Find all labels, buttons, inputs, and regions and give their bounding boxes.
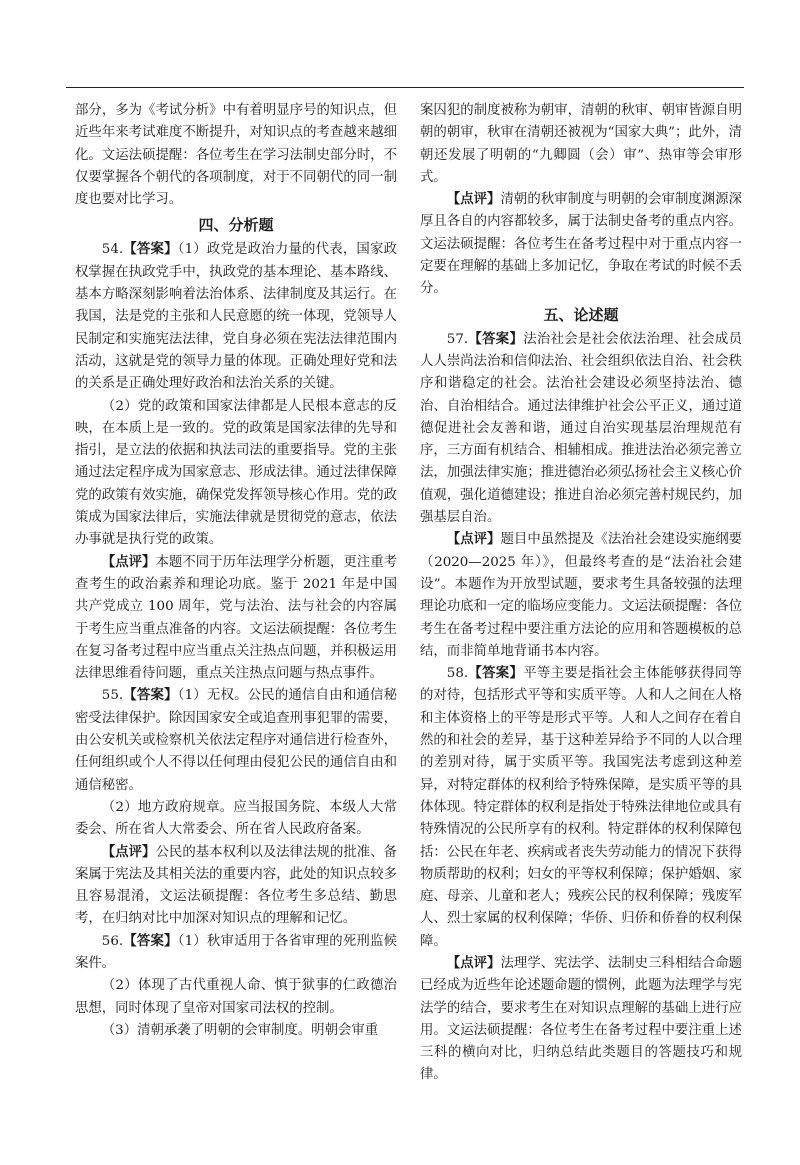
q58-comment-tag: 【点评】: [446, 955, 501, 971]
q54-number: 54.: [101, 242, 124, 258]
left-column: [75, 100, 397, 1042]
q54-answer-tag: 【答案】: [123, 242, 178, 258]
q55-answer-text-1: （1）无权。公民的通信自由和通信秘密受法律保护。除因国家安全或追查刑事犯罪的需要，由公安机关或检察机关依法定程序对通信进行检查外，任何组织或个人不得以任何理由侵犯公民的通信自由和通信秘密。: [75, 688, 397, 793]
q55-comment-text: 公民的基本权利以及法律法规的批准、备案属于宪法及其相关法的重要内容，此处的知识点较多且容易混淆，文运法硕提醒：各位考生多总结、勤思考，在归纳对比中加深对知识点的理解和记忆。: [75, 844, 398, 927]
q54-comment-text: 本题不同于历年法理学分析题，更注重考查考生的政治素养和理论功底。鉴于 2021 年是中国共产党成立 100 周年，党与法治、法与社会的内容属于考生应当重点准备的内容。文运法硕提醒：各位考生在复习备考过程中应当重点关注热点问题，并积极运用法律思维看待问题，重点关注热点问题与热点事件。: [75, 554, 398, 682]
q55-answer-tag: 【答案】: [123, 688, 178, 704]
right-column: [420, 100, 742, 1087]
q55-answer-1: [75, 685, 397, 796]
q58-comment-text: 法理学、宪法学、法制史三科相结合命题已经成为近些年论述题命题的惯例，此题为法理学与宪法学的结合，要求考生在对知识点理解的基础上进行应用。文运法硕提醒：各位考生在备考过程中要注重上述三科的横向对比，归纳总结此类题目的答题技巧和规律。: [420, 955, 743, 1083]
q57-answer: [420, 329, 742, 530]
q57-comment: [420, 529, 742, 663]
q58-answer-tag: 【答案】: [468, 666, 524, 682]
q56-answer-text-1: （1）秋审适用于各省审理的死刑监候案件。: [75, 933, 397, 971]
q58-answer-text: 平等主要是指社会主体能够获得同等的对待，包括形式平等和实质平等。人和人之间在人格和主体资格上的平等是形式平等。人和人之间存在着自然的和社会的差异，基于这种差异给予不同的人以合理的差别对待，属于实质平等。我国宪法考虑到这种差异，对特定群体的权利给予特殊保障，是实质平等的具体体现。特定群体的权利是指处于特殊法律地位或具有特殊情况的公民所享有的权利。特定群体的权利保障包括：公民在年老、疾病或者丧失劳动能力的情况下获得物质帮助的权利；妇女的平等权利保障；保护婚姻、家庭、母亲、儿童和老人；残疾公民的权利保障；残废军人、烈士家属的权利保障；华侨、归侨和侨眷的权利保障。: [420, 666, 743, 949]
q55-comment-tag: 【点评】: [101, 844, 156, 860]
section-five-heading: 五、论述题: [543, 305, 619, 324]
q54-comment: [75, 552, 397, 686]
q57-answer-text: 法治社会是社会依法治理、社会成员人人崇尚法治和信仰法治、社会组织依法自治、社会秩序和谐稳定的社会。法治社会建设必须坚持法治、德治、自治相结合。通过法律维护社会公平正义，通过道德促进社会友善和谐，通过自治实现基层治理规范有序，三方面有机结合、相辅相成。推进法治必须完善立法，加强法律实施；推进德治必须弘扬社会主义核心价值观，强化道德建设；推进自治必须完善村规民约，加强基层自治。: [420, 331, 743, 526]
q56-answer-tag: 【答案】: [123, 933, 178, 949]
q54-answer-2: （2）党的政策和国家法律都是人民根本意志的反映，在本质上是一致的。党的政策是国家法律的先导和指引，是立法的依据和执法司法的重要指导。党的主张通过法定程序成为国家意志、形成法律。通过法律保障党的政策有效实施，确保党发挥领导核心作用。党的政策成为国家法律后，实施法律就是贯彻党的意志，依法办事就是执行党的政策。: [75, 398, 397, 548]
q57-comment-text: 题目中虽然提及《法治社会建设实施纲要（2020—2025 年）》，但最终考查的是“法治社会建设”。本题作为开放型试题，要求考生具备较强的法理理论功底和一定的临场应变能力。文运法硕提醒：各位考生在备考过程中要注重方法论的应用和答题模板的总结，而非简单地背诵书本内容。: [420, 532, 743, 659]
intro-paragraph: 部分，多为《考试分析》中有着明显序号的知识点，但近些年来考试难度不断提升，对知识点的考查越来越细化。文运法硕提醒：各位考生在学习法制史部分时，不仅要掌握各个朝代的各项制度，对于不同朝代的同一制度也要对比学习。: [75, 103, 397, 208]
q58-answer: [420, 663, 742, 953]
q56-answer-2: （2）体现了古代重视人命、慎于狱事的仁政德治思想，同时体现了皇帝对国家司法权的控制。: [75, 978, 397, 1016]
q56-answer-continued: 案囚犯的制度被称为朝审，清朝的秋审、朝审皆源自明朝的朝审，秋审在清朝还被视为“国家大典”；此外，清朝还发展了明朝的“九卿圆（会）审”、热审等会审形式。: [420, 103, 742, 185]
q55-number: 55.: [101, 688, 124, 704]
q55-answer-2: （2）地方政府规章。应当报国务院、本级人大常委会、所在省人大常委会、所在省人民政府备案。: [75, 799, 397, 838]
q56-comment-tag: 【点评】: [446, 192, 501, 208]
section-four-heading: 四、分析题: [198, 216, 274, 235]
q56-comment: [420, 189, 742, 300]
q54-comment-tag: 【点评】: [101, 554, 156, 570]
q57-answer-tag: 【答案】: [468, 331, 524, 347]
q57-number: 57.: [446, 331, 469, 347]
q56-comment-text: 清朝的秋审制度与明朝的会审制度渊源深厚且各自的内容都较多，属于法制史备考的重点内容。文运法硕提醒：各位考生在备考过程中对于重点内容一定要在理解的基础上多加记忆，争取在考试的时候不丢分。: [420, 192, 743, 297]
q56-answer-3: （3）清朝承袭了明朝的会审制度。明朝会审重: [101, 1022, 379, 1038]
q54-answer-text-1: （1）政党是政治力量的代表，国家政权掌握在执政党手中，执政党的基本理论、基本路线、基本方略深刻影响着法治体系、法律制度及其运行。在我国，法是党的主张和人民意愿的统一体现，党领导人民制定和实施宪法法律，党自身必须在宪法法律范围内活动，这就是党的领导力量的体现。正确处理好党和法的关系是正确处理好政治和法治关系的关键。: [75, 242, 397, 392]
q57-comment-tag: 【点评】: [446, 532, 501, 548]
q56-answer-1: [75, 931, 397, 976]
q58-comment: [420, 953, 742, 1087]
q55-comment: [75, 842, 397, 931]
q54-answer-1: [75, 239, 397, 395]
q56-number: 56.: [101, 933, 124, 949]
q58-number: 58.: [446, 666, 469, 682]
header-rule: [66, 87, 744, 88]
